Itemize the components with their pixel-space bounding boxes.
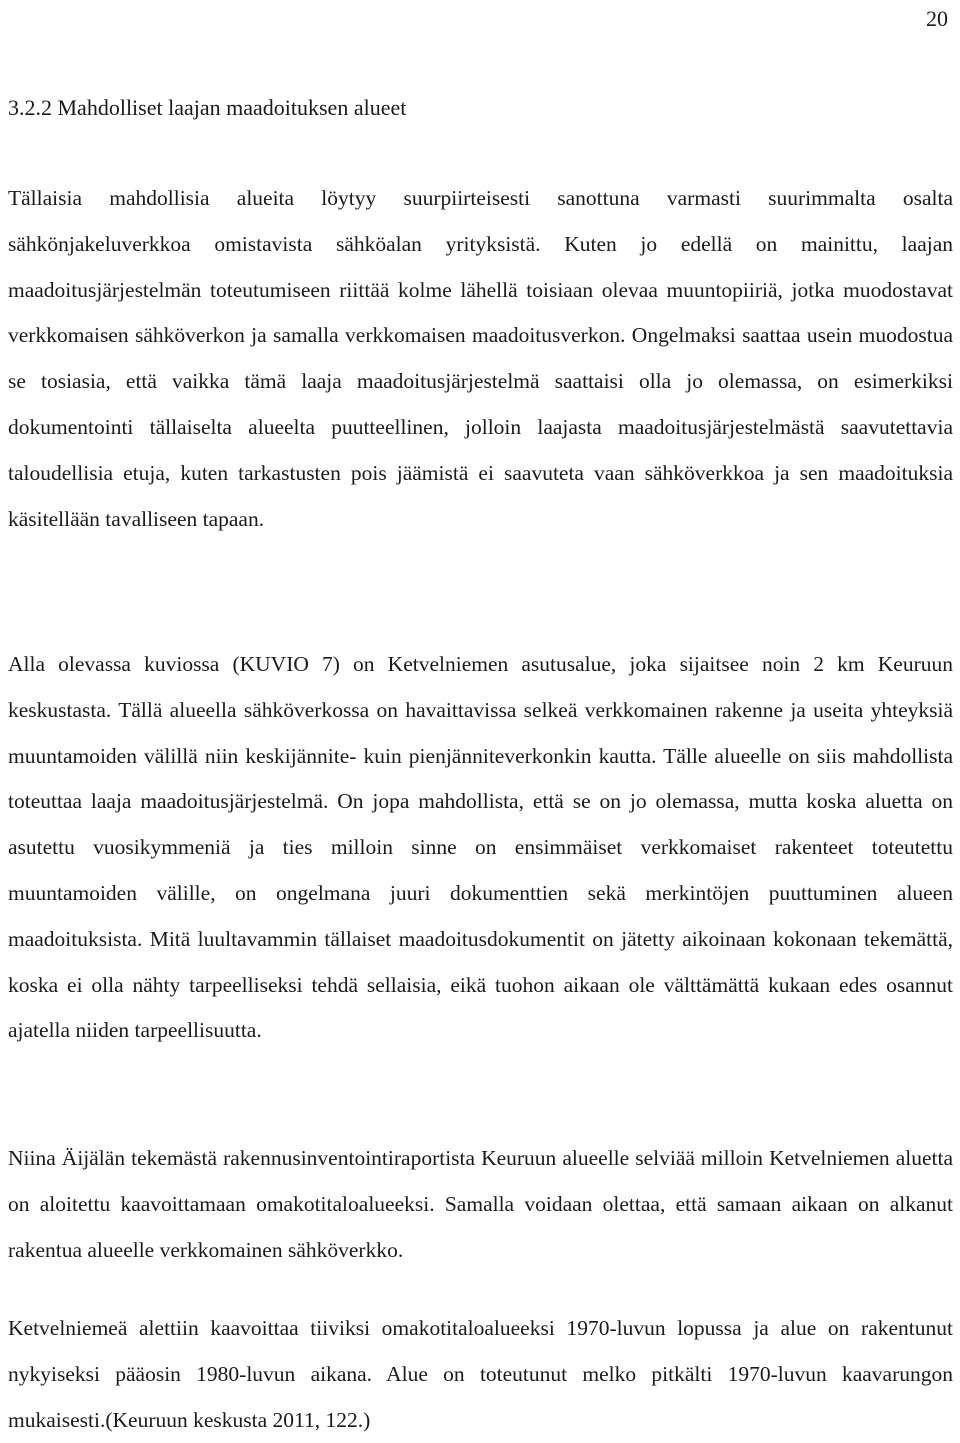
- section-heading: 3.2.2 Mahdolliset laajan maadoituksen alueet: [8, 95, 407, 120]
- page-number: 20: [926, 6, 948, 31]
- paragraph-zoning-history: Ketvelniemeä alettiin kaavoittaa tiiviksi omakotitaloalueeksi 1970-luvun lopussa ja alue on rakentunut nykyiseksi pääosin 1980-luvun aikana. Alue on toteutunut melko pitkälti 1970-luvun kaavarungon mukaisesti.(Keuruun keskusta 2011, 122.): [8, 1316, 953, 1432]
- paragraph-building-inventory: Niina Äijälän tekemästä rakennusinventointiraportista Keuruun alueelle selviää milloin Ketvelniemen aluetta on aloitettu kaavoittamaan omakotitaloalueeksi. Samalla voidaan olettaa, että samaan aikaan on alkanut rakentua alueelle verkkomainen sähköverkko.: [8, 1146, 953, 1262]
- paragraph-large-grounding-areas: Tällaisia mahdollisia alueita löytyy suurpiirteisesti sanottuna varmasti suurimmalta osalta sähkönjakeluverkkoa omistavista sähköalan yrityksistä. Kuten jo edellä on mainittu, laajan maadoitusjärjestelmän toteutumiseen riittää kolme lähellä toisiaan olevaa muuntopiiriä, jotka muodostavat verkkomaisen sähköverkon ja samalla verkkomaisen maadoitusverkon. Ongelmaksi saattaa usein muodostua se tosiasia, että vaikka tämä laaja maadoitusjärjestelmä saattaisi olla jo olemassa, on esimerkiksi dokumentointi tällaiselta alueelta puutteellinen, jolloin laajasta maadoitusjärjestelmästä saavutettavia taloudellisia etuja, kuten tarkastusten pois jäämistä ei saavuteta vaan sähköverkkoa ja sen maadoituksia käsitellään tavalliseen tapaan.: [8, 186, 953, 531]
- paragraph-ketvelniemi-network: Alla olevassa kuviossa (KUVIO 7) on Ketvelniemen asutusalue, joka sijaitsee noin 2 km Keuruun keskustasta. Tällä alueella sähköverkossa on havaittavissa selkeä verkkomainen rakenne ja useita yhteyksiä muuntamoiden välillä niin keskijännite- kuin pienjänniteverkonkin kautta. Tälle alueelle on siis mahdollista toteuttaa laaja maadoitusjärjestelmä. On jopa mahdollista, että se on jo olemassa, mutta koska aluetta on asutettu vuosikymmeniä ja ties milloin sinne on ensimmäiset verkkomaiset rakenteet toteutettu muuntamoiden välille, on ongelmana juuri dokumenttien sekä merkintöjen puuttuminen alueen maadoituksista. Mitä luultavammin tällaiset maadoitusdokumentit on jätetty aikoinaan kokonaan tekemättä, koska ei olla nähty tarpeelliseksi tehdä sellaisia, eikä tuohon aikaan ole välttämättä kukaan edes osannut ajatella niiden tarpeellisuutta.: [8, 652, 953, 1043]
